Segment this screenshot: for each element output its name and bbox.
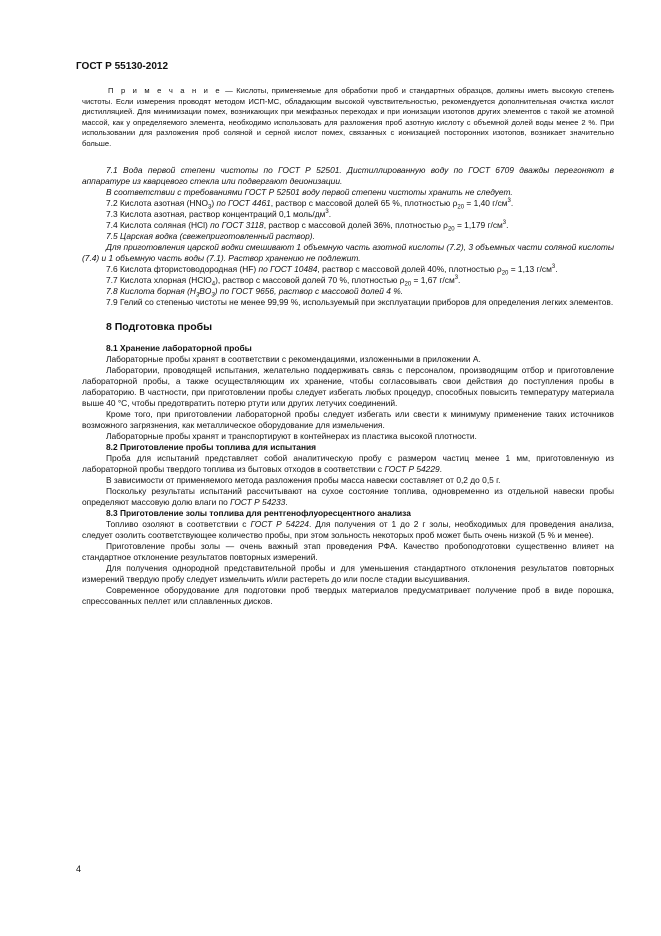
clause-7-6-rho-sub: 20 <box>501 270 509 277</box>
clause-7-9: 7.9 Гелий со степенью чистоты не менее 99,99 %, используемый при эксплуатации приборов для определения легких элементов. <box>106 297 614 307</box>
clause-7-7-text-c: = 1,67 г/см <box>411 275 455 285</box>
clause-7-2-text-c: , раствор с массовой долей 65 %, плотностью ρ <box>270 198 458 208</box>
paragraph-8-2-2: В зависимости от применяемого метода разложения пробы масса навески составляет от 0,2 до 0,5 г. <box>106 475 501 485</box>
section-8-title: 8 Подготовка пробы <box>106 321 213 333</box>
clause-7-4-sup: 3 <box>502 220 507 227</box>
clause-7-3-text-a: 7.3 Кислота азотная, раствор концентраций 0,1 моль/дм <box>106 209 326 219</box>
page-content <box>82 86 614 607</box>
clause-7-8 <box>82 286 614 297</box>
clause-7-2-sup: 3 <box>507 198 511 205</box>
clause-7-7-text-b: ), раствор с массовой долей 70 %, плотностью ρ <box>215 275 405 285</box>
paragraph-8-2-3-gost: ГОСТ Р 54233 <box>230 497 286 507</box>
clause-7-2-text-a: 7.2 Кислота азотная (HNO <box>106 198 209 208</box>
clause-7-6-sup: 3 <box>551 264 556 271</box>
clause-7-6-text-a: 7.6 Кислота фтористоводородная (HF) <box>106 264 259 274</box>
clause-7-4-text-c: = 1,179 г/см <box>454 220 503 230</box>
paragraph-8-1-1: Лабораторные пробы хранят в соответствии с рекомендациями, изложенными в приложении А. <box>106 354 481 364</box>
paragraph-8-3-1-text-b: . Для получения от 1 до 2 г золы, необходимых для проведения анализа, следует озолить соответствующее количество пробы, при этом зольность некоторых проб может быть очень низкой (5 % и менее). <box>82 519 614 540</box>
clause-7-2-rho-sub: 20 <box>457 204 465 211</box>
paragraph-8-2-3-text-a: Поскольку результаты испытаний рассчитывают на сухое состояние топлива, одновременно из отдельной навески пробы определяют массовую долю влаги по <box>82 486 614 507</box>
note-paragraph <box>82 86 614 149</box>
clause-7-5: 7.5 Царская водка (свежеприготовленный раствор). <box>106 231 315 241</box>
clause-7-8-text-b: BO <box>199 286 212 296</box>
clause-7-2 <box>82 198 614 209</box>
subsection-8-2-title: 8.2 Приготовление пробы топлива для испытания <box>106 442 317 452</box>
paragraph-8-3-2: Приготовление пробы золы — очень важный этап проведения РФА. Качество пробоподготовки существенно влияет на стандартное отклонение результатов повторных измерений. <box>82 541 614 562</box>
clause-7-4-text-b: , раствор с массовой долей 36%, плотностью ρ <box>263 220 448 230</box>
clause-7-8-text-a: 7.8 Кислота борная (H <box>106 286 196 296</box>
clause-7-2-text-b: ) <box>211 198 217 208</box>
clause-7-3-sup: 3 <box>325 209 329 216</box>
paragraph-8-2-1 <box>82 453 614 475</box>
subsection-8-1-title: 8.1 Хранение лабораторной пробы <box>106 343 252 353</box>
paragraph-8-1-4: Лабораторные пробы хранят и транспортируют в контейнерах из пластика высокой плотности. <box>106 431 477 441</box>
clause-7-2-text-d: = 1,40 г/см <box>464 198 508 208</box>
clause-7-6-text-b: , раствор с массовой долей 40%, плотностью ρ <box>317 264 502 274</box>
paragraph-8-3-3: Для получения однородной представительной пробы и для уменьшения стандартного отклонения результатов повторных измерений твердую пробу следует измельчить и/или растереть до или после стадии высушивания. <box>82 563 614 584</box>
paragraph-8-3-1-text-a: Топливо озоляют в соответствии с <box>106 519 251 529</box>
paragraph-8-2-3-text-b: . <box>285 497 288 507</box>
paragraph-8-2-3 <box>82 486 614 508</box>
clause-7-5-preparation: Для приготовления царской водки смешивают 1 объемную часть азотной кислоты (7.2), 3 объемных части соляной кислоты (7.4) и 1 объемную часть воды (7.1). Раствор хранению не подлежит. <box>82 242 614 263</box>
clause-7-1: 7.1 Вода первой степени чистоты по ГОСТ Р 52501. Дистиллированную воду по ГОСТ 6709 дважды перегоняют в аппаратуре из кварцевого стекла или подвергают деионизации. <box>82 165 614 186</box>
clause-7-4 <box>82 220 614 231</box>
clause-7-2-text-e: . <box>510 198 514 208</box>
clause-7-7-sup: 3 <box>454 275 459 282</box>
paragraph-8-3-1 <box>82 519 614 541</box>
page-number: 4 <box>76 864 82 874</box>
paragraph-8-2-1-text-a: Проба для испытаний представляет собой аналитическую пробу с размером частиц менее 1 мм, приготовленную из лабораторной пробы твердого топлива из бытовых отходов в соответствии с <box>82 453 614 474</box>
clause-7-8-text-c: ) по ГОСТ 9656, раствор с массовой долей 4 %. <box>214 286 404 296</box>
paragraph-8-2-1-text-b: . <box>439 464 442 474</box>
note-text: — Кислоты, применяемые для обработки проб и стандартных образцов, должны иметь высокую степень чистоты. Если измерения проводят методом ИСП-МС, обладающим высокой чувствительностью, рекомендуется дополнительная очистка кислот дистилляцией. Для минимизации помех, возникающих при межфазных переходах и при ионизации изотопов других элементов с такой же атомной массой, как у определяемого элемента, необходимо использовать для разложения проб азотную кислоту с объемной долей воды менее 2 %. При использовании для разложения проб соляной и серной кислот помех, связанных с ионизацией посторонних изотопов, возникает значительно больше. <box>82 86 614 148</box>
subsection-8-3-title: 8.3 Приготовление золы топлива для рентгенофлуоресцентного анализа <box>106 508 411 518</box>
clause-7-7-text-a: 7.7 Кислота хлорная (HClO <box>106 275 212 285</box>
clause-7-4-gost: по ГОСТ 3118 <box>210 220 264 230</box>
paragraph-8-3-4: Современное оборудование для подготовки проб твердых материалов предусматривает получение проб в виде порошка, спрессованных пеллет или сплавленных дисков. <box>82 585 614 606</box>
clause-7-2-sub: 3 <box>208 204 212 211</box>
clause-7-6-text-c: = 1,13 г/см <box>508 264 552 274</box>
paragraph-8-1-2: Лаборатории, проводящей испытания, желательно поддерживать связь с персоналом, производящим отбор и приготовление лабораторной пробы, а также осуществляющим их хранение, чтобы согласовывать свои действия до поступления пробы в лабораторию. В частности, при приготовлении пробы следует избегать любых процедур, способных повысить температуру материала выше 40 °С, чтобы предотвратить потерю ртути или других летучих соединений. <box>82 365 614 408</box>
note-label: П р и м е ч а н и е <box>108 86 222 95</box>
clause-7-8-sub1: 3 <box>195 292 200 299</box>
clause-7-7-rho-sub: 20 <box>404 281 412 288</box>
clause-7-1-storage: В соответствии с требованиями ГОСТ Р 52501 воду первой степени чистоты хранить не следует. <box>106 187 513 197</box>
clause-7-6-gost: по ГОСТ 10484 <box>258 264 318 274</box>
main-body <box>82 165 614 607</box>
clause-7-6 <box>82 264 614 275</box>
clause-7-7-sub: 4 <box>211 281 216 288</box>
clause-7-4-text-a: 7.4 Кислота соляная (HCl) <box>106 220 211 230</box>
clause-7-3 <box>82 209 614 220</box>
paragraph-8-1-3: Кроме того, при приготовлении лабораторной пробы следует избегать или свести к минимуму применение таких источников возможного загрязнения, как металлическое оборудование для измельчения. <box>82 409 614 430</box>
clause-7-3-text-b: . <box>328 209 332 219</box>
clause-7-6-text-d: . <box>555 264 558 274</box>
paragraph-8-2-1-gost: ГОСТ Р 54229 <box>384 464 440 474</box>
clause-7-7-text-d: . <box>458 275 461 285</box>
clause-7-2-gost: по ГОСТ 4461 <box>216 198 271 208</box>
paragraph-8-3-1-gost: ГОСТ Р 54224 <box>250 519 309 529</box>
document-header: ГОСТ Р 55130-2012 <box>76 61 169 72</box>
clause-7-7 <box>82 275 614 286</box>
clause-7-4-text-d: . <box>506 220 509 230</box>
clause-7-4-rho-sub: 20 <box>447 226 455 233</box>
clause-7-8-sub2: 3 <box>211 292 215 299</box>
